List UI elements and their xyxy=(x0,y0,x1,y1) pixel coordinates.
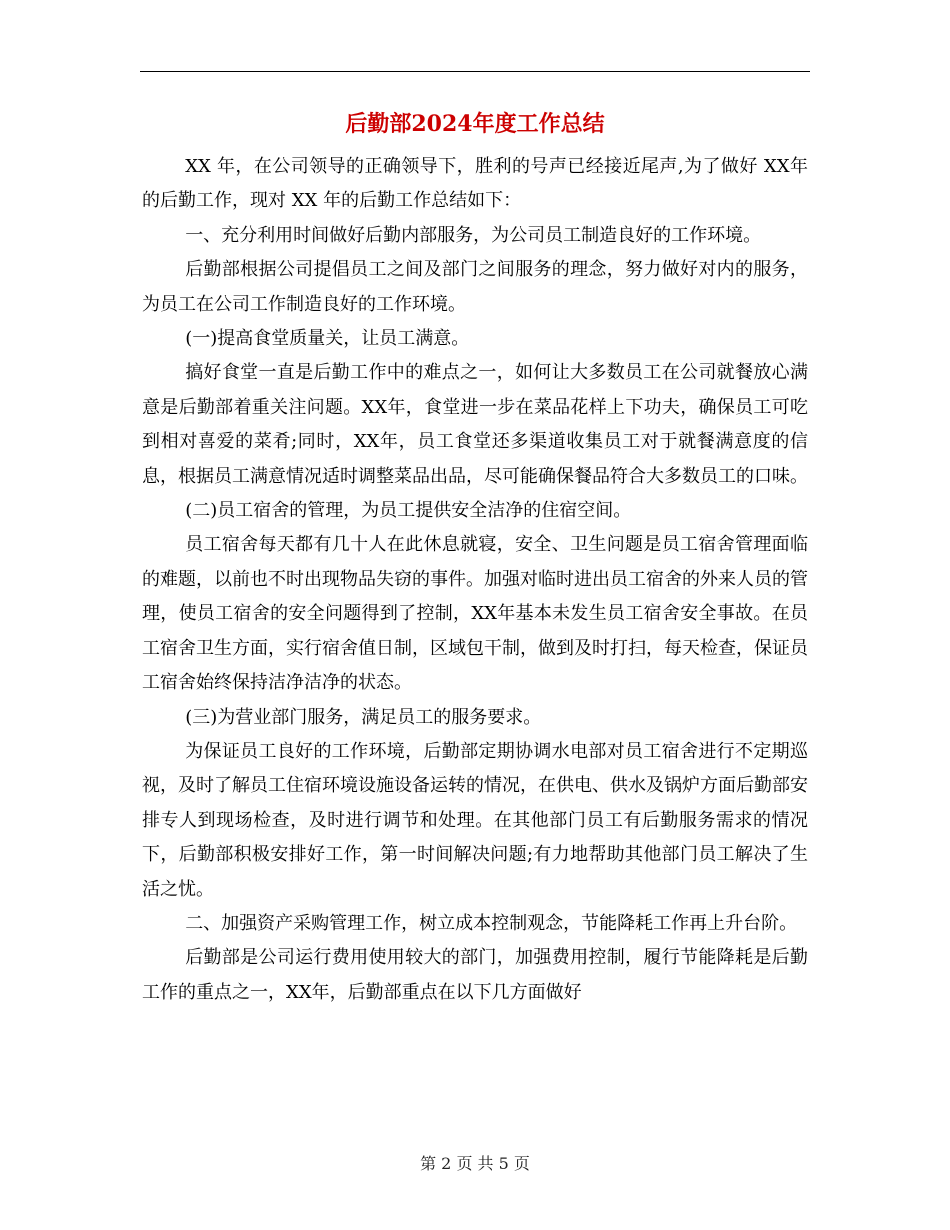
page-number: 第 2 页 共 5 页 xyxy=(420,1154,530,1173)
paragraph: 员工宿舍每天都有几十人在此休息就寝，安全、卫生问题是员工宿舍管理面临的难题，以前也不时出现物品失窃的事件。加强对临时进出员工宿舍的外来人员的管理，使员工宿舍的安全问题得到了控制，XX年基本未发生员工宿舍安全事故。在员工宿舍卫生方面，实行宿舍值日制，区域包干制，做到及时打扫，每天检查，保证员工宿舍始终保持洁净洁净的状态。 xyxy=(142,534,808,694)
document-title: 后勤部2024年度工作总结 xyxy=(345,111,605,137)
paragraph: 搞好食堂一直是后勤工作中的难点之一，如何让大多数员工在公司就餐放心满意是后勤部着重关注问题。XX年，食堂进一步在菜品花样上下功夫，确保员工可吃到相对喜爱的菜肴;同时，XX年，员工食堂还多渠道收集员工对于就餐满意度的信息，根据员工满意情况适时调整菜品出品，尽可能确保餐品符合大多数员工的口味。 xyxy=(142,362,808,487)
header-rule xyxy=(140,71,810,72)
paragraph: 为保证员工良好的工作环境，后勤部定期协调水电部对员工宿舍进行不定期巡视，及时了解员工住宿环境设施设备运转的情况，在供电、供水及锅炉方面后勤部安排专人到现场检查，及时进行调节和处理。在其他部门员工有后勤服务需求的情况下，后勤部积极安排好工作，第一时间解决问题;有力地帮助其他部门员工解决了生活之忧。 xyxy=(142,740,808,900)
subsection-heading-1: (一)提高食堂质量关，让员工满意。 xyxy=(185,328,470,350)
paragraph-intro: XX 年，在公司领导的正确领导下，胜利的号声已经接近尾声,为了做好 XX年的后勤工作，现对 XX 年的后勤工作总结如下： xyxy=(142,156,808,212)
subsection-heading-2: (二)员工宿舍的管理，为员工提供安全洁净的住宿空间。 xyxy=(185,500,632,522)
subsection-heading-3: (三)为营业部门服务，满足员工的服务要求。 xyxy=(185,706,542,728)
section-heading-2: 二、加强资产采购管理工作，树立成本控制观念，节能降耗工作再上升台阶。 xyxy=(185,912,798,934)
paragraph: 后勤部是公司运行费用使用较大的部门，加强费用控制，履行节能降耗是后勤工作的重点之一，XX年，后勤部重点在以下几方面做好 xyxy=(142,947,808,1003)
paragraph: 后勤部根据公司提倡员工之间及部门之间服务的理念，努力做好对内的服务，为员工在公司工作制造良好的工作环境。 xyxy=(142,259,808,315)
document-body xyxy=(142,150,808,1010)
section-heading-1: 一、充分利用时间做好后勤内部服务，为公司员工制造良好的工作环境。 xyxy=(185,224,762,246)
